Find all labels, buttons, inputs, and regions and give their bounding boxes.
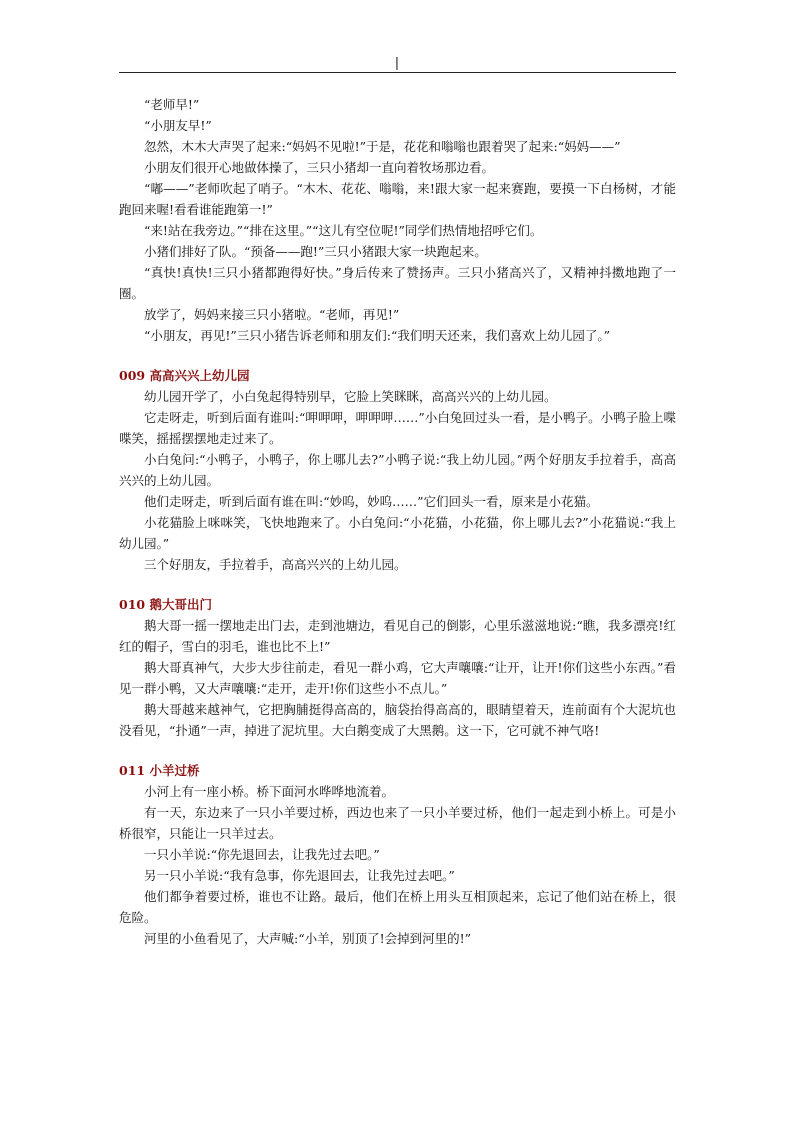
paragraph: 他们走呀走，听到后面有谁在叫:“妙呜，妙呜……”它们回头一看，原来是小花猫。 [144, 494, 599, 509]
paragraph: 河里的小鱼看见了，大声喊:“小羊，别顶了!会掉到河里的!” [144, 931, 472, 946]
paragraph: 一只小羊说:“你先退回去，让我先过去吧。” [144, 847, 380, 862]
paragraph: 小河上有一座小桥。桥下面河水哗哗地流着。 [144, 784, 395, 799]
section-title: 011 小羊过桥 [119, 763, 200, 778]
paragraph: 小猪们排好了队。“预备——跑!”三只小猪跟大家一块跑起来。 [144, 244, 487, 259]
section-title: 010 鹅大哥出门 [119, 597, 212, 612]
header-rule [119, 72, 676, 73]
section-title: 009 高高兴兴上幼儿园 [119, 368, 250, 383]
paragraph: “老师早!” [144, 97, 200, 112]
paragraph: “来!站在我旁边。”“排在这里。”“这儿有空位呢!”同学们热情地招呼它们。 [144, 223, 543, 238]
paragraph: 另一只小羊说:“我有急事，你先退回去，让我先过去吧。” [144, 868, 455, 883]
paragraph: “小朋友早!” [144, 118, 212, 133]
paragraph: 放学了，妈妈来接三只小猪啦。“老师，再见!” [144, 307, 400, 322]
paragraph: 忽然，木木大声哭了起来:“妈妈不见啦!”于是，花花和嗡嗡也跟着哭了起来:“妈妈——” [144, 139, 621, 154]
paragraph: “真快!真快!三只小猪都跑得好快。”身后传来了赞扬声。三只小猪高兴了，又精神抖擞地跑了一圈。 [119, 265, 676, 301]
paragraph: 他们都争着要过桥，谁也不让路。最后，他们在桥上用头互相顶起来，忘记了他们站在桥上，很危险。 [119, 889, 676, 925]
paragraph: 它走呀走，听到后面有谁叫:“呷呷呷，呷呷呷……”小白兔回过头一看，是小鸭子。小鸭子脸上喋喋笑，摇摇摆摆地走过来了。 [119, 410, 676, 446]
paragraph: 三个好朋友，手拉着手，高高兴兴的上幼儿园。 [144, 557, 407, 572]
paragraph: 小白兔问:“小鸭子，小鸭子，你上哪儿去?”小鸭子说:“我上幼儿园。”两个好朋友手拉着手，高高兴兴的上幼儿园。 [119, 452, 676, 488]
paragraph: 幼儿园开学了，小白兔起得特别早，它脸上笑眯眯，高高兴兴的上幼儿园。 [144, 389, 557, 404]
paragraph: 小朋友们很开心地做体操了，三只小猪却一直向着牧场那边看。 [144, 160, 495, 175]
paragraph: 鹅大哥越来越神气，它把胸脯挺得高高的，脑袋抬得高高的，眼睛望着天，连前面有个大泥坑也没看见，“扑通”一声，掉进了泥坑里。大白鹅变成了大黑鹅。这一下，它可就不神气咯! [119, 702, 676, 738]
paragraph: 有一天，东边来了一只小羊要过桥，西边也来了一只小羊要过桥，他们一起走到小桥上。可是小桥很窄，只能让一只羊过去。 [119, 805, 676, 841]
paragraph: “嘟——”老师吹起了哨子。“木木、花花、嗡嗡，来!跟大家一起来赛跑，要摸一下白杨树，才能跑回来喔!看看谁能跑第一!” [119, 181, 676, 217]
paragraph: 鹅大哥一摇一摆地走出门去，走到池塘边，看见自己的倒影，心里乐滋滋地说:“瞧，我多漂亮!红红的帽子，雪白的羽毛，谁也比不上!” [119, 618, 676, 654]
paragraph: 小花猫脸上咪咪笑，飞快地跑来了。小白兔问:“小花猫，小花猫，你上哪儿去?”小花猫说:“我上幼儿园。” [119, 515, 676, 551]
paragraph: “小朋友，再见!”三只小猪告诉老师和朋友们:“我们明天还来，我们喜欢上幼儿园了。” [144, 328, 611, 343]
document-body [119, 94, 676, 949]
page-number: | [394, 56, 400, 71]
paragraph: 鹅大哥真神气，大步大步往前走，看见一群小鸡，它大声嚷嚷:“让开，让开!你们这些小东西。”看见一群小鸭，又大声嚷嚷:“走开，走开!你们这些小不点儿。” [119, 660, 676, 696]
